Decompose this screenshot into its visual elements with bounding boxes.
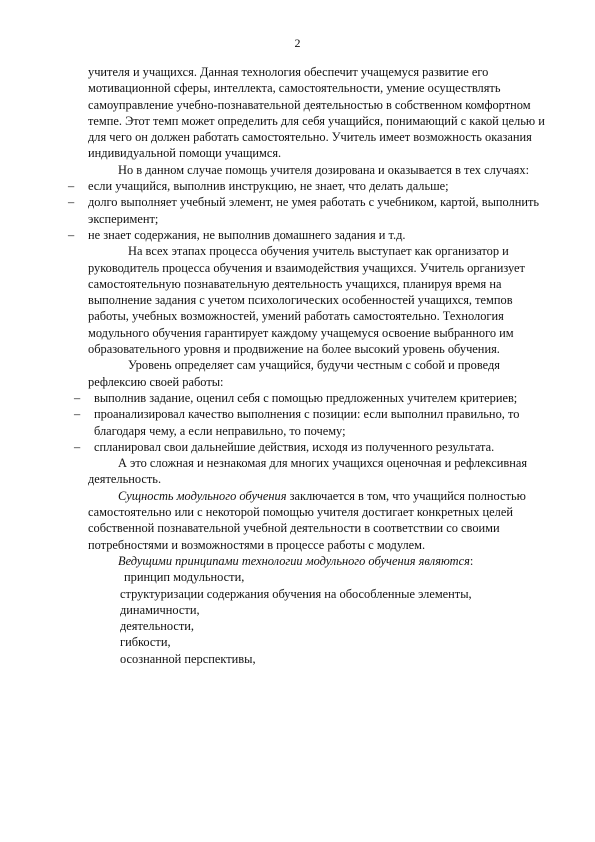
document-body — [68, 64, 553, 667]
list-item: – спланировал свои дальнейшие действия, исходя из полученного результата. — [74, 439, 495, 454]
paragraph-evaluation: А это сложная и незнакомая для многих учащихся оценочная и рефлексивная деятельность. — [88, 456, 528, 487]
reflection-list — [74, 390, 553, 455]
dash-bullet: – — [74, 439, 81, 454]
paragraph-principles-heading: Ведущими принципами технологии модульного обучения являются: — [118, 553, 474, 568]
dash-bullet: – — [68, 179, 75, 194]
principle-item: принцип модульности, — [124, 570, 245, 585]
dash-bullet: – — [68, 195, 75, 210]
principle-item: структуризации содержания обучения на обособленные элементы, — [120, 586, 472, 601]
paragraph-teacher-role: На всех этапах процесса обучения учитель выступает как организатор и руководитель процесса обучения и взаимодействия учащихся. Учитель организует самостоятельную познавательную деятельность учащихся, планируя время на выполнение задания с учетом психологических особенностей учащихся, темпов работы, учебных возможностей, умений работать самостоятельно. Технология модульного обучения гарантирует каждому учащемуся освоение выбранного им образовательного уровня и продвижение на более высокий уровень обучения. — [88, 244, 525, 357]
paragraph-essence: Сущность модульного обучения заключается в том, что учащийся полностью самостоятельно или с некоторой помощью учителя достигает конкретных целей собственной познавательной учебной деятельности в соответствии со своими потребностями и возможностями в процессе работы с модулем. — [88, 488, 526, 552]
dash-bullet: – — [74, 390, 81, 405]
essence-term: Сущность модульного обучения — [118, 488, 287, 503]
paragraph-intro: учителя и учащихся. Данная технология обеспечит учащемуся развитие его мотивационной сферы, интеллекта, самостоятельности, умение осуществлять самоуправление учебно-познавательной деятельностью в собственном комфортном темпе. Этот темп может определить для себя учащийся, понимающий с какой целью и для чего он должен работать самостоятельно. Учитель имеет возможность оказания индивидуальной помощи учащимся. — [88, 65, 545, 161]
list-item: – проанализировал качество выполнения с позиции: если выполнил правильно, то благодаря чему, а если неправильно, то почему; — [74, 407, 520, 438]
principles-list — [120, 569, 553, 667]
paragraph-help-cases: Но в данном случае помощь учителя дозирована и оказывается в тех случаях: — [118, 162, 530, 177]
principle-item: гибкости, — [120, 635, 171, 650]
paragraph-level: Уровень определяет сам учащийся, будучи честным с собой и проведя рефлексию своей работы: — [88, 358, 500, 389]
principles-heading: Ведущими принципами технологии модульного обучения являются — [118, 553, 470, 568]
page-number: 2 — [294, 36, 301, 50]
dash-bullet: – — [68, 227, 75, 242]
help-cases-list — [68, 178, 553, 243]
list-item: – долго выполняет учебный элемент, не умея работать с учебником, картой, выполнить эксперимент; — [68, 195, 540, 226]
list-item: – не знает содержания, не выполнив домашнего задания и т.д. — [68, 227, 406, 242]
principle-item: динамичности, — [120, 602, 200, 617]
list-item: – если учащийся, выполнив инструкцию, не знает, что делать дальше; — [68, 179, 449, 194]
dash-bullet: – — [74, 407, 81, 422]
principle-item: осознанной перспективы, — [120, 651, 256, 666]
principle-item: деятельности, — [120, 619, 195, 634]
list-item: – выполнив задание, оценил себя с помощью предложенных учителем критериев; — [74, 390, 518, 405]
